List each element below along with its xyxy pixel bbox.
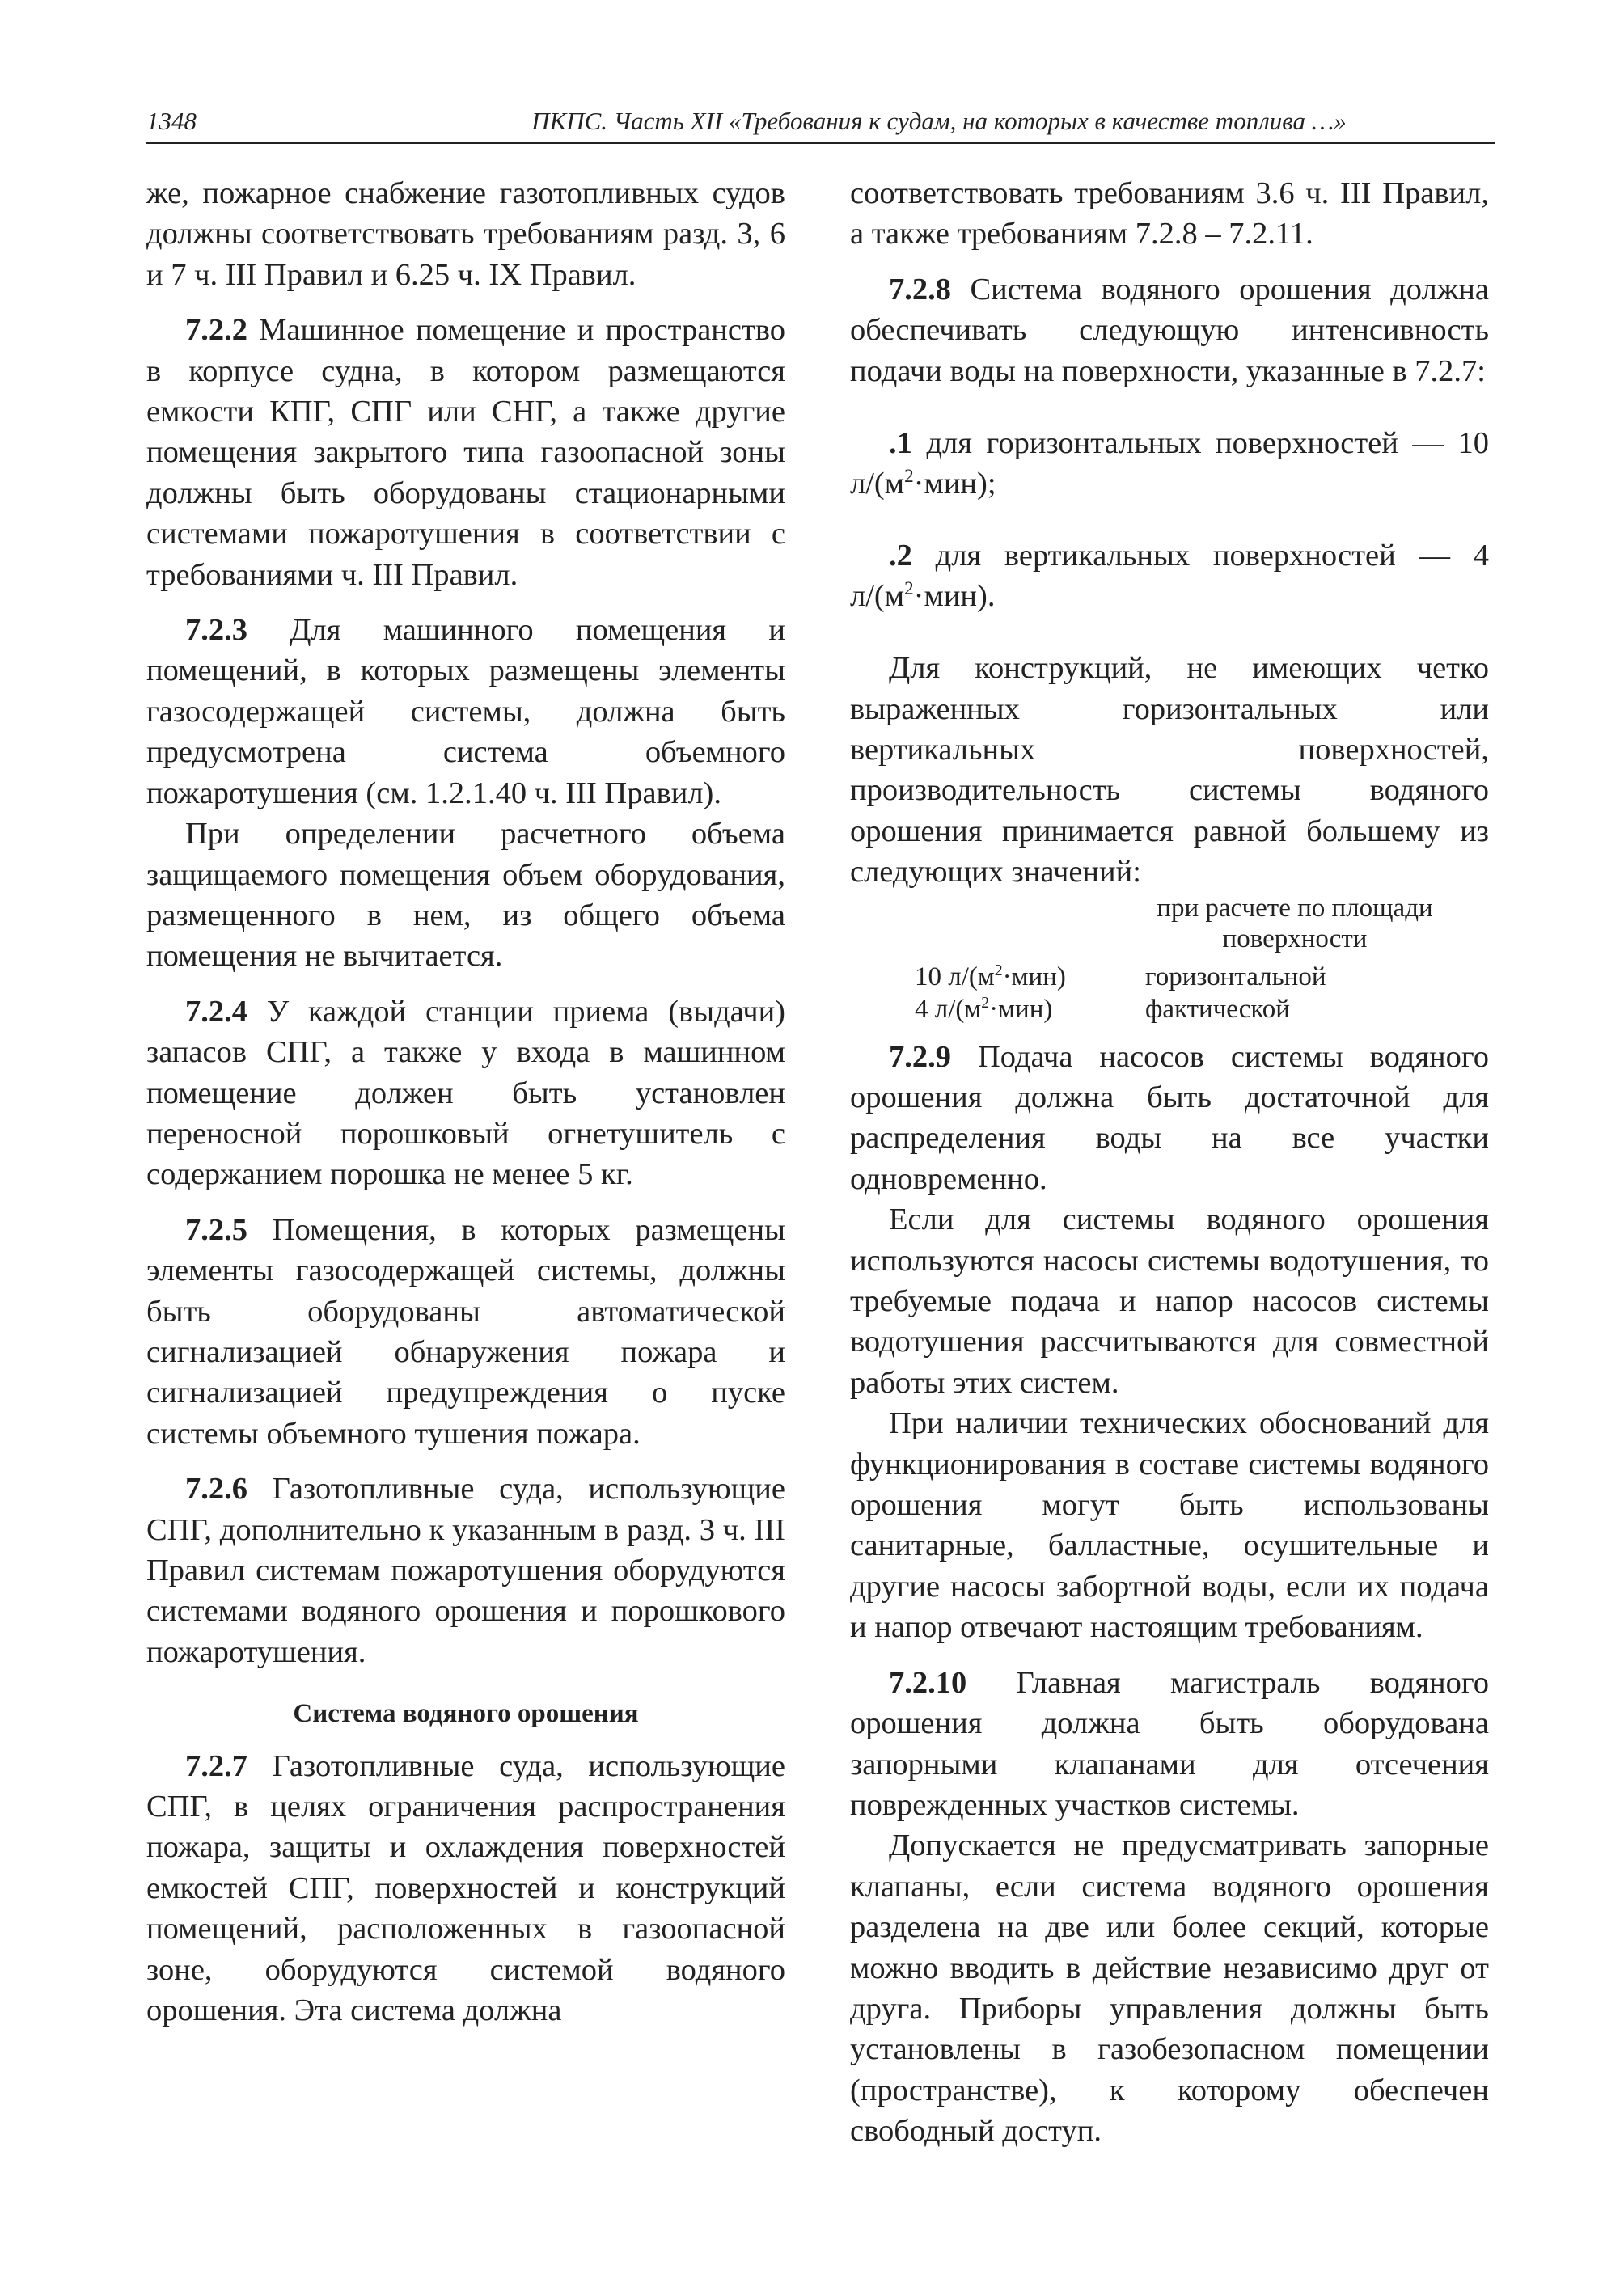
page-number: 1348 xyxy=(146,107,197,135)
clause-number: 7.2.10 xyxy=(889,1665,967,1700)
paragraph-7-2-2: 7.2.2 Машинное помещение и пространство в корпусе судна, в котором размещаются емкости КПГ, СПГ или СНГ, а также другие помещения закрытого типа газоопасной зоны должны быть оборудованы стационарными системами пожаротушения в соответствии с требованиями ч. III Правил. xyxy=(146,313,785,592)
clause-number: 7.2.6 xyxy=(185,1472,247,1507)
list-item-1: .1 для горизонтальных поверхностей — 10 $л/(м^2\cdot мин)$; xyxy=(850,425,1489,501)
table-cell: горизонтальной xyxy=(1145,962,1326,991)
paragraph-continuation: же, пожарное снабжение газотопливных судов должны соответствовать требованиям разд. 3, 6 и 7 ч. III Правил и 6.25 ч. IX Правил. xyxy=(146,176,785,292)
paragraph-7-2-3-b: При определении расчетного объема защищаемого помещения объем оборудования, размещенного в нем, из общего объема помещения не вычитается. xyxy=(146,817,785,974)
table-cell: 10 $л/(м^2\cdot мин)$ xyxy=(915,961,1066,991)
paragraph-7-2-4: 7.2.4 У каждой станции приема (выдачи) запасов СПГ, а также у входа в машинном помещение должен быть установлен переносной порошковый огнетушитель с содержанием порошка не менее 5 кг. xyxy=(146,994,785,1192)
paragraph-7-2-9-b: Если для системы водяного орошения используются насосы системы водотушения, то требуемые подача и напор насосов системы водотушения рассчитываются для совместной работы этих систем. xyxy=(850,1203,1489,1400)
left-column xyxy=(146,173,785,2031)
paragraph-constructions: Для конструкций, не имеющих четко выраженных горизонтальных или вертикальных поверхностей, производительность системы водяного орошения принимается равной большему из следующих значений: xyxy=(850,651,1489,890)
paragraph-7-2-9: 7.2.9 Подача насосов системы водяного орошения должна быть достаточной для распределения воды на все участки одновременно. xyxy=(850,1039,1489,1196)
running-title: ПКПС. Часть XII «Требования к судам, на которых в качестве топлива …» xyxy=(531,107,1347,135)
clause-number: 7.2.2 xyxy=(185,313,247,348)
clause-number: 7.2.8 xyxy=(889,272,951,306)
paragraph-7-2-3: 7.2.3 Для машинного помещения и помещений, в которых размещены элементы газосодержащей системы, должна быть предусмотрена система объемного пожаротушения (см. 1.2.1.40 ч. III Правил). xyxy=(146,613,785,810)
paragraph-7-2-6: 7.2.6 Газотопливные суда, использующие СПГ, дополнительно к указанным в разд. 3 ч. III Правил системам пожаротушения оборудуются системами водяного орошения и порошкового пожаротушения. xyxy=(146,1472,785,1669)
table-header: при расчете по площади поверхности xyxy=(1157,893,1433,953)
clause-number: 7.2.3 xyxy=(185,613,247,648)
clause-number: 7.2.9 xyxy=(889,1039,951,1074)
clause-number: 7.2.7 xyxy=(185,1748,247,1783)
right-column xyxy=(850,173,1489,2152)
clause-number: 7.2.5 xyxy=(185,1212,247,1247)
table-cell: 4 $л/(м^2\cdot мин)$ xyxy=(915,993,1053,1024)
section-heading: Система водяного орошения xyxy=(293,1699,639,1729)
table-cell: фактической xyxy=(1145,994,1290,1024)
paragraph-continuation: соответствовать требованиям 3.6 ч. III Правил, а также требованиям 7.2.8 – 7.2.11. xyxy=(850,176,1489,252)
paragraph-7-2-9-c: При наличии технических обоснований для функционирования в составе системы водяного орошения могут быть использованы санитарные, балластные, осушительные и другие насосы забортной воды, если их подача и напор отвечают настоящим требованиям. xyxy=(850,1406,1489,1645)
paragraph-7-2-8: 7.2.8 Система водяного орошения должна обеспечивать следующую интенсивность подачи воды на поверхности, указанные в 7.2.7: xyxy=(850,272,1489,388)
paragraph-7-2-7: 7.2.7 Газотопливные суда, использующие СПГ, в целях ограничения распространения пожара, защиты и охлаждения поверхностей емкостей СПГ, поверхностей и конструкций помещений, расположенных в газоопасной зоне, оборудуются системой водяного орошения. Эта система должна xyxy=(146,1748,785,2028)
paragraph-7-2-10: 7.2.10 Главная магистраль водяного орошения должна быть оборудована запорными клапанами для отсечения поврежденных участков системы. xyxy=(850,1665,1489,1822)
paragraph-7-2-5: 7.2.5 Помещения, в которых размещены элементы газосодержащей системы, должны быть оборудованы автоматической сигнализацией обнаружения пожара и сигнализацией предупреждения о пуске системы объемного тушения пожара. xyxy=(146,1212,785,1451)
intensity-table xyxy=(850,893,1489,1022)
list-item-2: .2 для вертикальных поверхностей — 4 $л/(м^2\cdot мин)$. xyxy=(850,538,1489,614)
clause-number: 7.2.4 xyxy=(185,994,247,1029)
page-header xyxy=(146,104,1495,144)
paragraph-7-2-10-b: Допускается не предусматривать запорные клапаны, если система водяного орошения разделена на две или более секций, которые можно вводить в действие независимо друг от друга. Приборы управления должны быть установлены в газобезопасном помещении (пространстве), к которому обеспечен свободный доступ. xyxy=(850,1828,1489,2149)
